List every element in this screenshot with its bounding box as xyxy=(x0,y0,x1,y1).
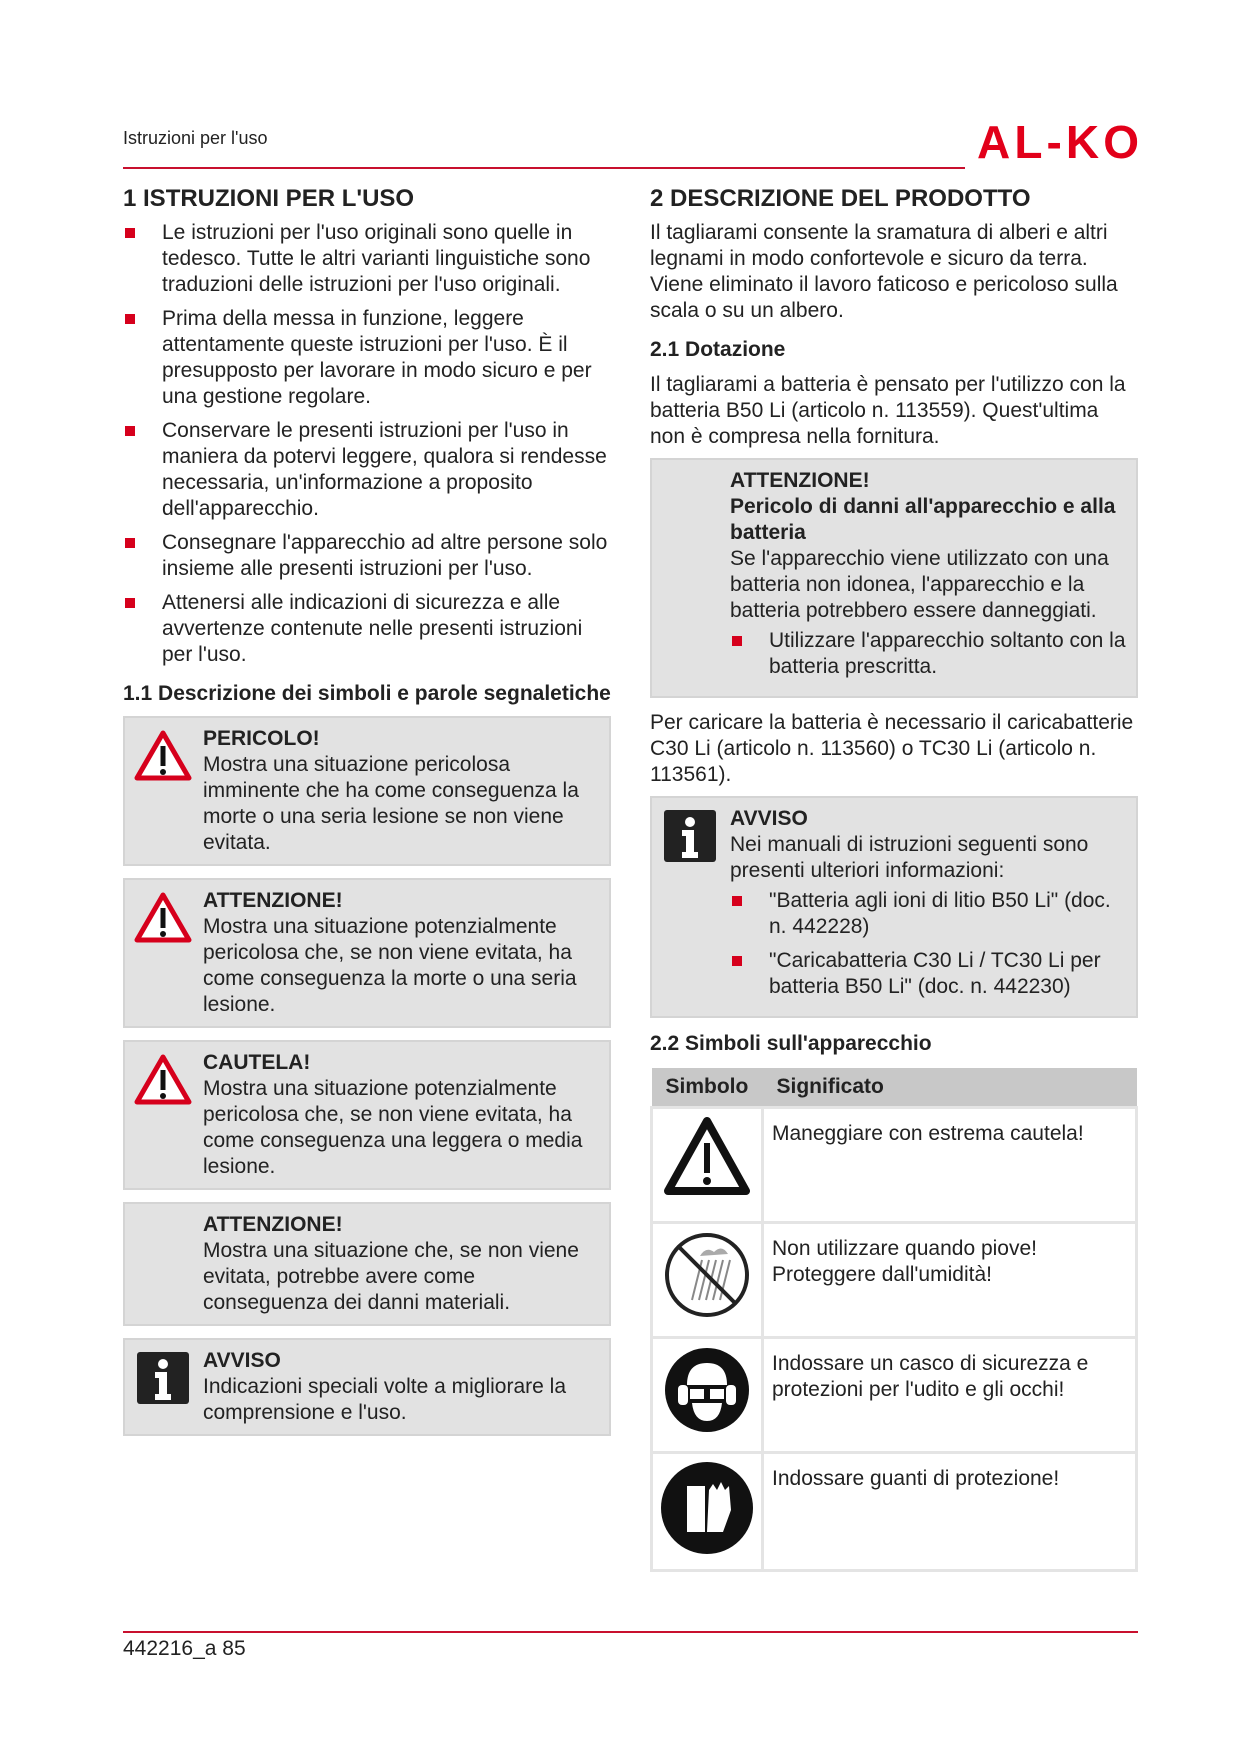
warning-box xyxy=(123,878,611,1028)
symbol-meaning: Indossare guanti di protezione! xyxy=(763,1453,1137,1571)
box-text: Se l'apparecchio viene utilizzato con una batteria non idonea, l'apparecchio e la batteria potrebbero essere danneggiati. xyxy=(730,547,1109,622)
header-divider xyxy=(123,167,965,169)
col-header-symbol: Simbolo xyxy=(652,1068,763,1108)
info-icon xyxy=(133,1350,193,1406)
list-item: Le istruzioni per l'uso originali sono quelle in tedesco. Tutte le altri varianti linguistiche sono traduzioni delle istruzioni per l'uso originali. xyxy=(123,220,611,298)
footer-divider xyxy=(123,1631,1138,1633)
helmet-ear-eye-protection-icon xyxy=(662,1345,752,1435)
gloves-icon xyxy=(659,1460,755,1556)
box-text: Nei manuali di istruzioni seguenti sono presenti ulteriori informazioni: xyxy=(730,833,1089,882)
header-title: Istruzioni per l'uso xyxy=(123,128,268,148)
attention-box xyxy=(123,1202,611,1326)
list-item: Consegnare l'apparecchio ad altre persone solo insieme alle presenti istruzioni per l'uso. xyxy=(123,530,611,582)
box-title: AVVISO xyxy=(203,1349,281,1372)
list-item: Prima della messa in funzione, leggere attentamente queste istruzioni per l'uso. È il presupposto per lavorare in modo sicuro e per una gestione regolare. xyxy=(123,306,611,410)
symbol-meaning: Maneggiare con estrema cautela! xyxy=(763,1108,1137,1223)
caution-box xyxy=(123,1040,611,1190)
product-intro: Il tagliarami consente la sramatura di alberi e altri legnami in modo confortevole e sicuro da terra. Viene eliminato il lavoro faticoso e pericoloso sulla scala o su un albero. xyxy=(650,221,1118,322)
manuals-notice-box xyxy=(650,796,1138,1018)
warning-triangle-icon xyxy=(133,890,193,946)
list-item: Utilizzare l'apparecchio soltanto con la batteria prescritta. xyxy=(730,628,1128,680)
left-column xyxy=(123,184,611,1448)
warning-triangle-icon xyxy=(133,1052,193,1108)
page-number: 442216_a 85 xyxy=(123,1637,246,1660)
box-title: AVVISO xyxy=(730,807,808,830)
table-row xyxy=(652,1223,1137,1338)
table-row xyxy=(652,1108,1137,1223)
alko-logo xyxy=(975,116,1140,164)
symbols-table xyxy=(650,1068,1138,1572)
no-rain-icon xyxy=(662,1230,752,1320)
table-row xyxy=(652,1338,1137,1453)
warning-triangle-icon xyxy=(133,728,193,784)
section-2-1-heading: 2.1 Dotazione xyxy=(650,338,786,361)
symbol-meaning: Indossare un casco di sicurezza e protezioni per l'udito e gli occhi! xyxy=(763,1338,1137,1453)
box-text: Indicazioni speciali volte a migliorare la comprensione e l'uso. xyxy=(203,1375,567,1424)
box-text: Mostra una situazione potenzialmente pericolosa che, se non viene evitata, ha come conseguenza la morte o una seria lesione. xyxy=(203,915,577,1016)
box-text: Mostra una situazione che, se non viene evitata, potrebbe avere come conseguenza dei danni materiali. xyxy=(203,1239,579,1314)
info-icon xyxy=(660,808,720,864)
section-2-heading: 2 DESCRIZIONE DEL PRODOTTO xyxy=(650,185,1031,212)
box-subtitle: Pericolo di danni all'apparecchio e alla batteria xyxy=(730,495,1116,544)
battery-warning-box xyxy=(650,458,1138,698)
dotazione-text: Il tagliarami a batteria è pensato per l'utilizzo con la batteria B50 Li (articolo n. 113559). Quest'ultima non è compresa nella fornitura. xyxy=(650,373,1126,448)
section-1-heading: 1 ISTRUZIONI PER L'USO xyxy=(123,185,415,212)
symbol-meaning: Non utilizzare quando piove! Proteggere dall'umidità! xyxy=(763,1223,1137,1338)
box-title: ATTENZIONE! xyxy=(203,1213,343,1236)
instruction-list xyxy=(123,220,611,668)
col-header-meaning: Significato xyxy=(763,1068,1137,1108)
list-item: "Caricabatteria C30 Li / TC30 Li per batteria B50 Li" (doc. n. 442230) xyxy=(730,948,1128,1000)
box-title: ATTENZIONE! xyxy=(730,469,870,492)
right-column xyxy=(650,184,1138,1572)
svg-text:AL-KO: AL-KO xyxy=(977,116,1137,164)
section-1-1-heading: 1.1 Descrizione dei simboli e parole segnaletiche xyxy=(123,682,611,705)
box-title: ATTENZIONE! xyxy=(203,889,343,912)
box-text: Mostra una situazione potenzialmente pericolosa che, se non viene evitata, ha come conseguenza una leggera o media lesione. xyxy=(203,1077,583,1178)
list-item: Conservare le presenti istruzioni per l'uso in maniera da potervi leggere, qualora si rendesse necessaria, un'informazione a proposito dell'apparecchio. xyxy=(123,418,611,522)
list-item: Attenersi alle indicazioni di sicurezza e alle avvertenze contenute nelle presenti istruzioni per l'uso. xyxy=(123,590,611,668)
notice-box xyxy=(123,1338,611,1436)
section-2-2-heading: 2.2 Simboli sull'apparecchio xyxy=(650,1032,932,1055)
charger-text: Per caricare la batteria è necessario il caricabatterie C30 Li (articolo n. 113560) o TC30 Li (articolo n. 113561). xyxy=(650,711,1134,786)
box-text: Mostra una situazione pericolosa imminente che ha come conseguenza la morte o una seria lesione se non viene evitata. xyxy=(203,753,579,854)
danger-box xyxy=(123,716,611,866)
box-title: PERICOLO! xyxy=(203,727,320,750)
box-title: CAUTELA! xyxy=(203,1051,311,1074)
warning-triangle-icon xyxy=(662,1115,752,1201)
list-item: "Batteria agli ioni di litio B50 Li" (doc. n. 442228) xyxy=(730,888,1128,940)
table-row xyxy=(652,1453,1137,1571)
